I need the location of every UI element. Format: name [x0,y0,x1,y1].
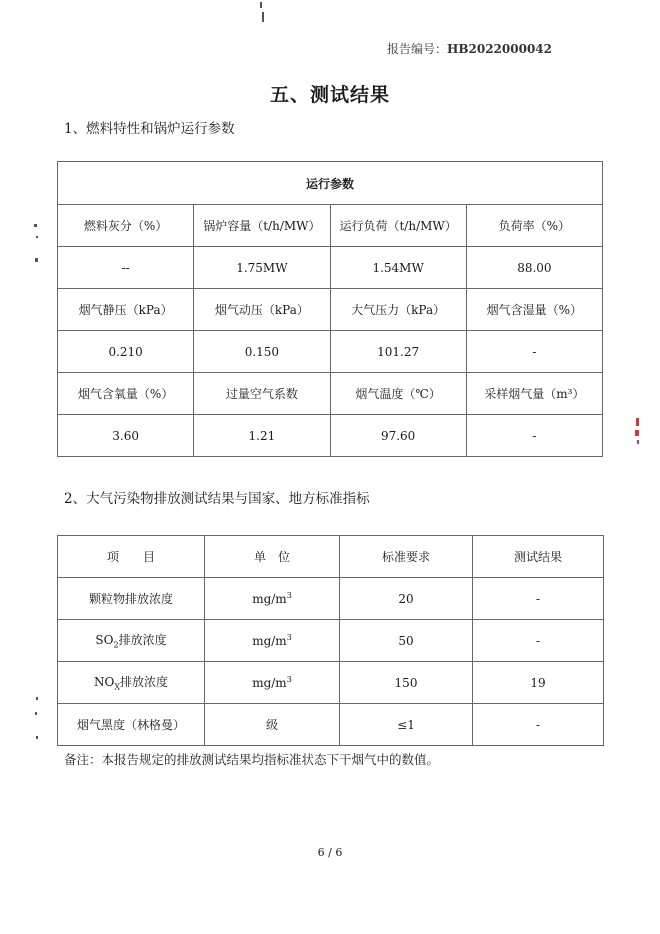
column-header: 单 位 [205,536,340,578]
item-cell [58,662,205,704]
table-cell: 烟气温度（℃） [330,373,466,415]
item-suffix: 排放浓度 [118,633,167,648]
section1-heading: 1、燃料特性和锅炉运行参数 [64,121,235,137]
item-subscript: X [114,682,121,692]
table-row [58,578,604,620]
item-formula: NO [93,675,115,690]
seal-edge [635,430,639,436]
binding-mark [35,712,37,715]
binding-mark [35,258,38,262]
standard-cell: 20 [340,578,473,620]
table-cell: 负荷率（%） [466,205,602,247]
table-cell: 采样烟气量（m³） [466,373,602,415]
scan-mark [262,12,264,22]
unit-superscript: 3 [286,591,292,600]
table-caption: 运行参数 [58,162,603,205]
result-cell: - [473,620,604,662]
unit-cell [205,620,340,662]
table-cell: 0.150 [194,331,330,373]
binding-mark [36,697,38,700]
table-cell: 101.27 [330,331,466,373]
unit-superscript: 3 [286,675,292,684]
table-cell: 燃料灰分（%） [58,205,194,247]
unit-base: mg/m [252,634,287,648]
table-row [58,704,604,746]
unit-cell [205,578,340,620]
standard-cell: 150 [340,662,473,704]
table-header-row [58,536,604,578]
table-row [58,205,603,247]
item-subscript: 2 [113,640,119,650]
standard-cell: ≤1 [340,704,473,746]
table-cell: - [466,415,602,457]
emission-results-table [57,535,604,746]
operating-parameters-table [57,161,603,457]
result-cell: 19 [473,662,604,704]
note: 备注：本报告规定的排放测试结果均指标准状态下干烟气中的数值。 [64,752,440,767]
table-cell: 3.60 [58,415,194,457]
report-number-value: HB2022000042 [447,42,552,56]
table-cell: 1.21 [194,415,330,457]
item-formula: SO [95,633,114,648]
table-cell: 烟气含湿量（%） [466,289,602,331]
table-cell: 97.60 [330,415,466,457]
table-cell: 锅炉容量（t/h/MW） [194,205,330,247]
page-title: 五、测试结果 [269,84,390,106]
seal-edge [636,418,639,426]
table-cell: 1.54MW [330,247,466,289]
standard-cell: 50 [340,620,473,662]
binding-mark [34,224,37,227]
table-cell: 烟气动压（kPa） [194,289,330,331]
unit-base: mg/m [252,592,287,606]
column-header: 测试结果 [473,536,604,578]
binding-mark [36,736,38,739]
column-header: 项 目 [58,536,205,578]
table-cell: 1.75MW [194,247,330,289]
scan-mark [260,2,262,8]
item-cell [58,620,205,662]
table-row [58,247,603,289]
table-row [58,620,604,662]
item-cell: 烟气黑度（林格曼） [58,704,205,746]
table-cell: 0.210 [58,331,194,373]
table-cell: -- [58,247,194,289]
result-cell: - [473,578,604,620]
unit-cell [205,662,340,704]
item-suffix: 排放浓度 [120,675,169,690]
table-cell: 过量空气系数 [194,373,330,415]
seal-edge [637,440,639,444]
unit-cell: 级 [205,704,340,746]
binding-mark [36,236,38,238]
section2-heading: 2、大气污染物排放测试结果与国家、地方标准指标 [64,491,370,507]
table-cell: 烟气含氧量（%） [58,373,194,415]
unit-superscript: 3 [286,633,292,642]
table-row [58,373,603,415]
table-cell: 88.00 [466,247,602,289]
table-row [58,662,604,704]
report-number-label: 报告编号： [387,42,448,56]
table-row [58,289,603,331]
report-number [387,40,552,57]
page-number: 6 / 6 [317,846,343,859]
unit-base: mg/m [252,676,287,690]
table-row [58,331,603,373]
column-header: 标准要求 [340,536,473,578]
table-cell: - [466,331,602,373]
table-cell: 运行负荷（t/h/MW） [330,205,466,247]
result-cell: - [473,704,604,746]
table-row [58,415,603,457]
table-cell: 大气压力（kPa） [330,289,466,331]
item-cell: 颗粒物排放浓度 [58,578,205,620]
table-cell: 烟气静压（kPa） [58,289,194,331]
